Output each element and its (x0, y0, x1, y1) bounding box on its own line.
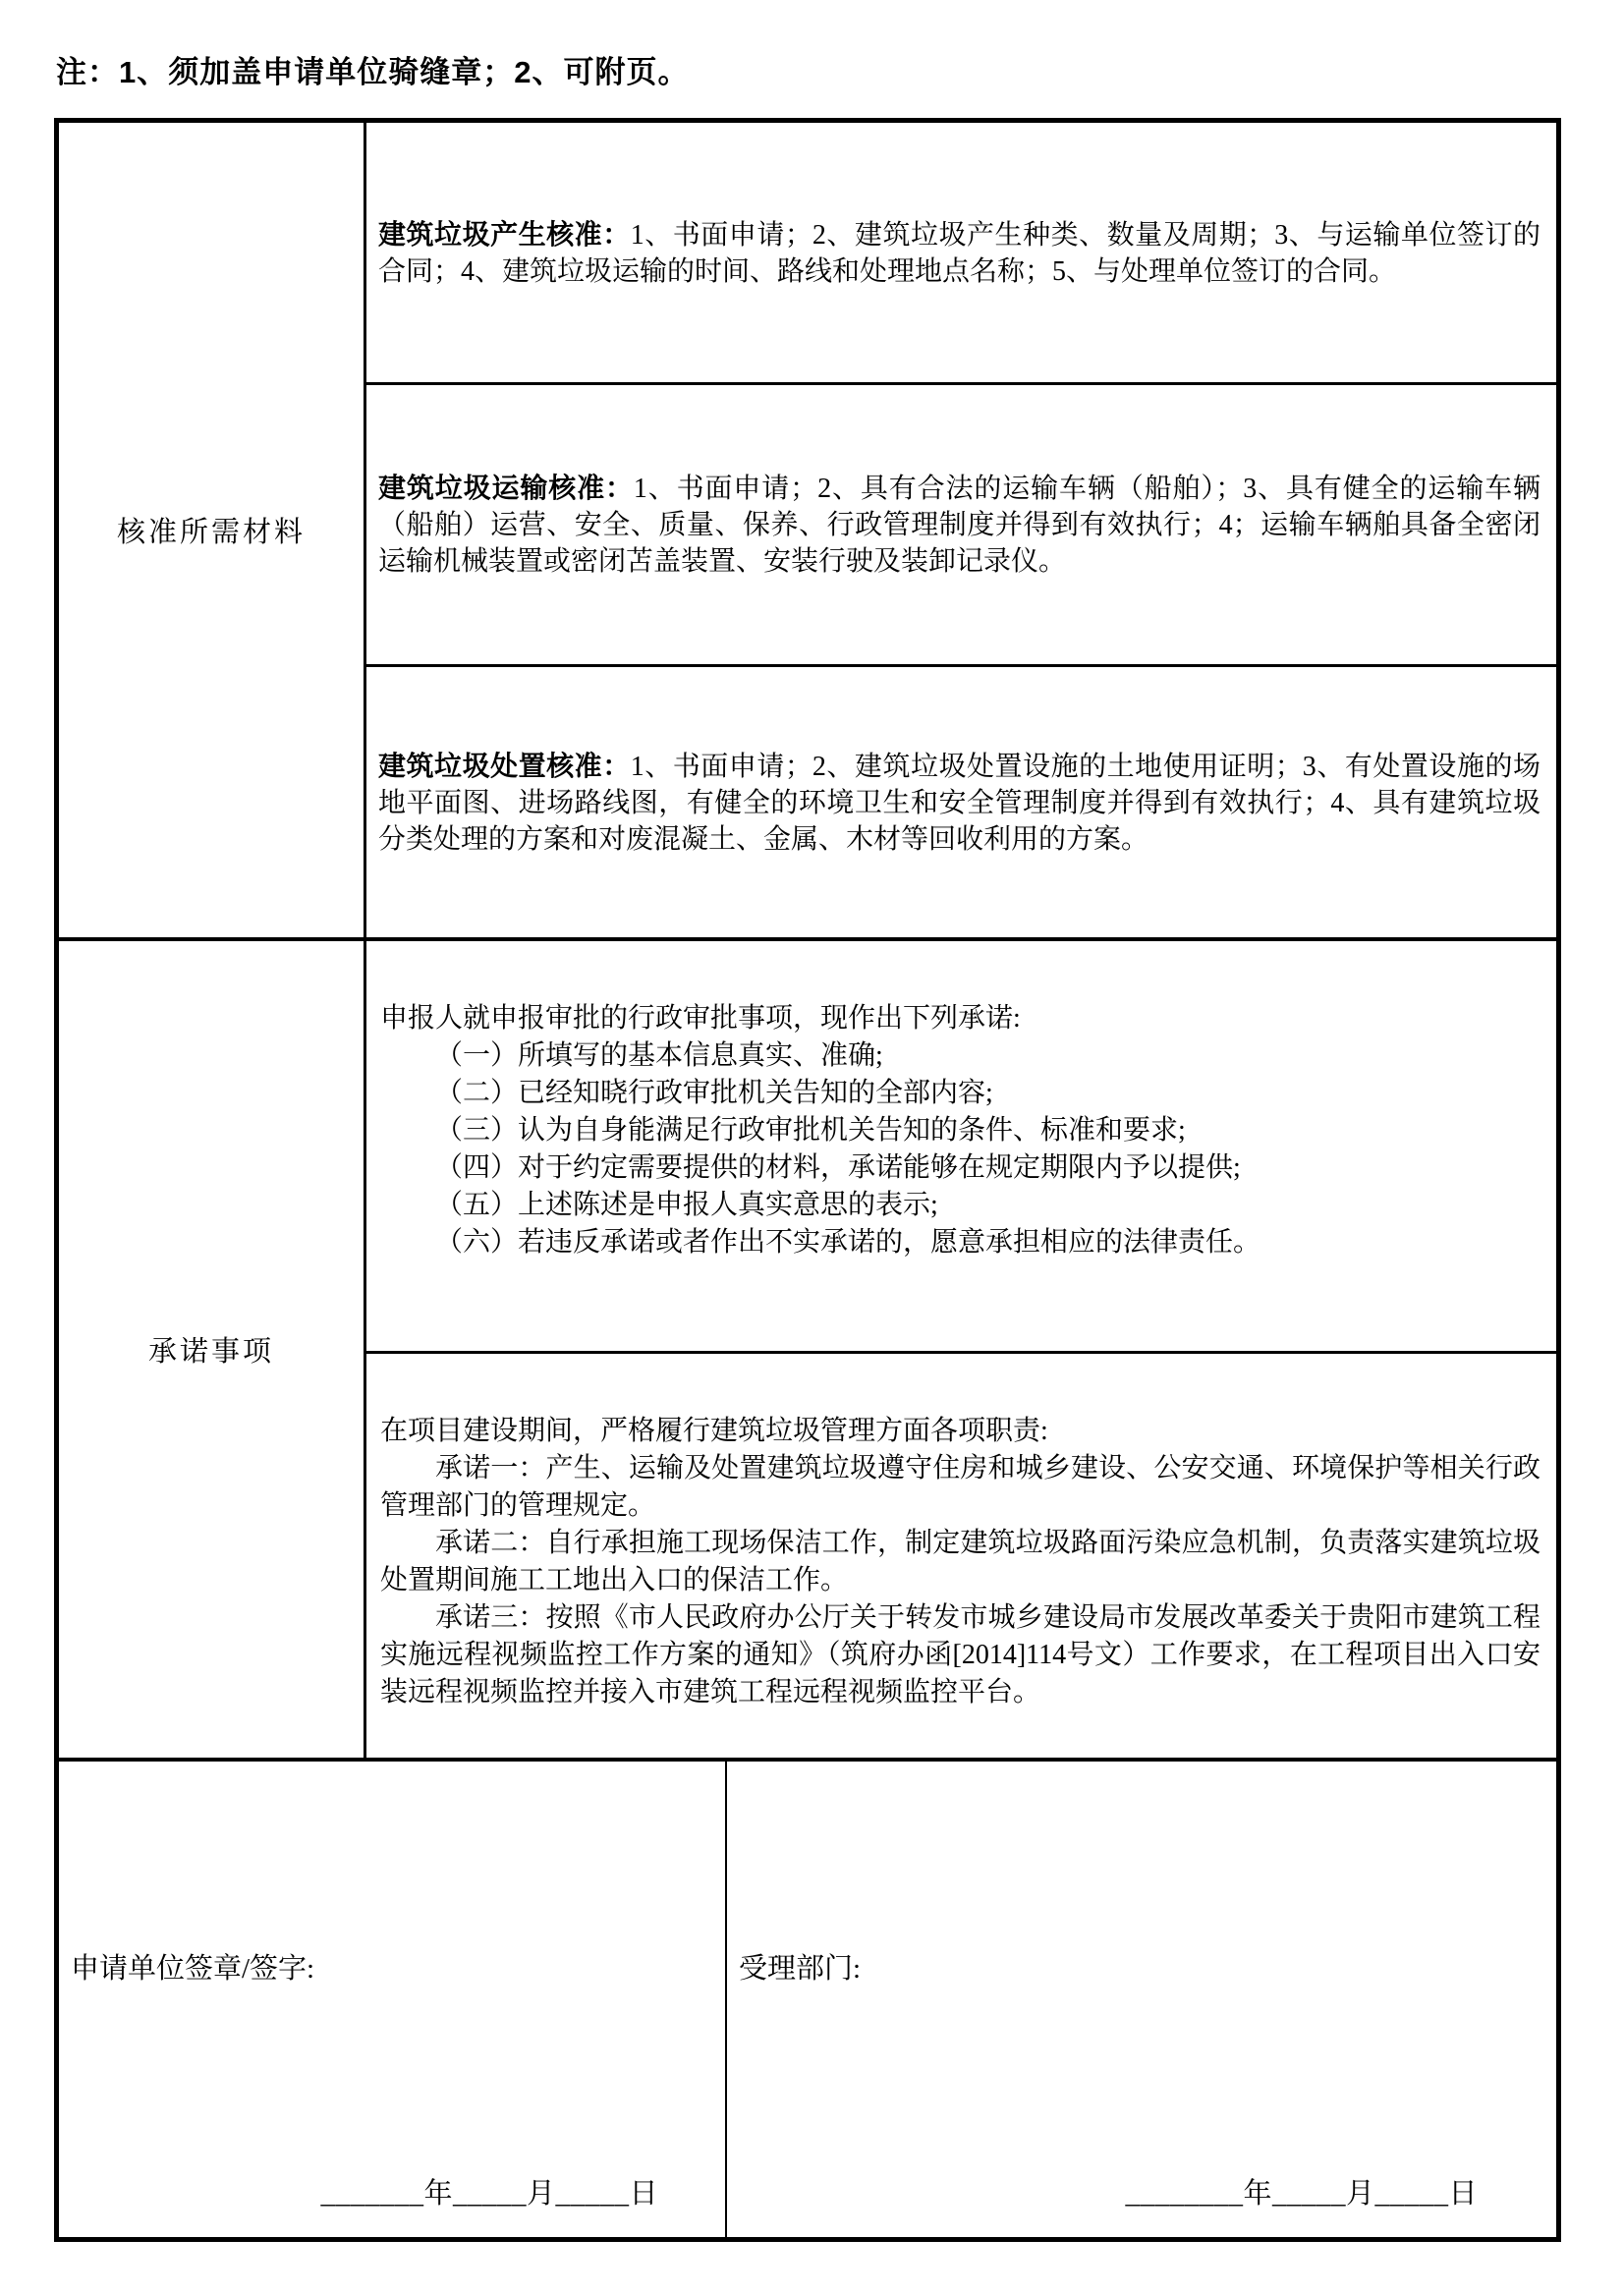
declaration-item: （一）所填写的基本信息真实、准确; (435, 1040, 883, 1071)
declaration-item: （四）对于约定需要提供的材料，承诺能够在规定期限内予以提供; (435, 1152, 1241, 1183)
applicant-signature-label: 申请单位签章/签字: (71, 1953, 315, 1985)
disposal-approval-title: 建筑垃圾处置核准： (378, 750, 631, 781)
duty-paragraph: 承诺三：按照《市人民政府办公厅关于转发市城乡建设局市发展改革委关于贵阳市建筑工程实施远程视频监控工作方案的通知》（筑府办函[2014]114号文）工作要求，在工程项目出入口安装远程视频监控并接入市建筑工程远程视频监控平台。 (380, 1602, 1540, 1707)
applicant-signature-cell (59, 1762, 727, 2237)
signature-section (59, 1762, 1556, 2237)
duty-intro: 在项目建设期间，严格履行建筑垃圾管理方面各项职责: (380, 1416, 1048, 1446)
materials-content-column (366, 123, 1556, 937)
department-date-line: ________年_____月_____日 (1125, 2178, 1478, 2210)
declaration-intro: 申报人就申报审批的行政审批事项，现作出下列承诺: (380, 1003, 1021, 1034)
generation-approval-cell (366, 123, 1556, 385)
materials-section (59, 123, 1556, 941)
transport-approval-body: 1、书面申请；2、具有合法的运输车辆（船舶）；3、具有健全的运输车辆（船舶）运营、安全、质量、保养、行政管理制度并得到有效执行；4；运输车辆舶具备全密闭运输机械装置或密闭苫盖装置、安装行驶及装卸记录仪。 (378, 474, 1540, 577)
generation-approval-title: 建筑垃圾产生核准： (378, 218, 631, 250)
accepting-department-cell (727, 1762, 1556, 2237)
duty-cell (366, 1354, 1556, 1758)
applicant-date-line: _______年_____月_____日 (320, 2178, 658, 2210)
transport-approval-title: 建筑垃圾运输核准： (378, 473, 634, 503)
commitments-section (59, 941, 1556, 1762)
materials-label: 核准所需材料 (59, 123, 366, 937)
accepting-department-label: 受理部门: (739, 1953, 862, 1985)
generation-approval-body: 1、书面申请；2、建筑垃圾产生种类、数量及周期；3、与运输单位签订的合同；4、建筑垃圾运输的时间、路线和处理地点名称；5、与处理单位签订的合同。 (378, 219, 1540, 287)
declaration-item: （五）上述陈述是申报人真实意思的表示; (435, 1190, 938, 1220)
declaration-cell (366, 941, 1556, 1354)
approval-form-table (54, 118, 1561, 2242)
transport-approval-text (378, 470, 1540, 580)
declaration-item: （六）若违反承诺或者作出不实承诺的，愿意承担相应的法律责任。 (435, 1227, 1261, 1258)
disposal-approval-body: 1、书面申请；2、建筑垃圾处置设施的土地使用证明；3、有处置设施的场地平面图、进场路线图，有健全的环境卫生和安全管理制度并得到有效执行；4、具有建筑垃圾分类处理的方案和对废混凝土、金属、木材等回收利用的方案。 (378, 751, 1540, 855)
commitments-label: 承诺事项 (59, 941, 366, 1758)
note-text: 注：1、须加盖申请单位骑缝章；2、可附页。 (56, 55, 690, 89)
duty-paragraph: 承诺一：产生、运输及处置建筑垃圾遵守住房和城乡建设、公安交通、环境保护等相关行政管理部门的管理规定。 (380, 1453, 1540, 1521)
generation-approval-text (378, 216, 1540, 290)
duty-paragraph: 承诺二：自行承担施工现场保洁工作，制定建筑垃圾路面污染应急机制，负责落实建筑垃圾处置期间施工工地出入口的保洁工作。 (380, 1528, 1540, 1595)
commitments-content-column (366, 941, 1556, 1758)
disposal-approval-text (378, 748, 1540, 858)
transport-approval-cell (366, 385, 1556, 667)
department-label-wrap (739, 1762, 1556, 2171)
applicant-label-wrap (71, 1762, 725, 2171)
declaration-item: （三）认为自身能满足行政审批机关告知的条件、标准和要求; (435, 1115, 1186, 1146)
disposal-approval-cell (366, 667, 1556, 937)
declaration-item: （二）已经知晓行政审批机关告知的全部内容; (435, 1078, 993, 1108)
